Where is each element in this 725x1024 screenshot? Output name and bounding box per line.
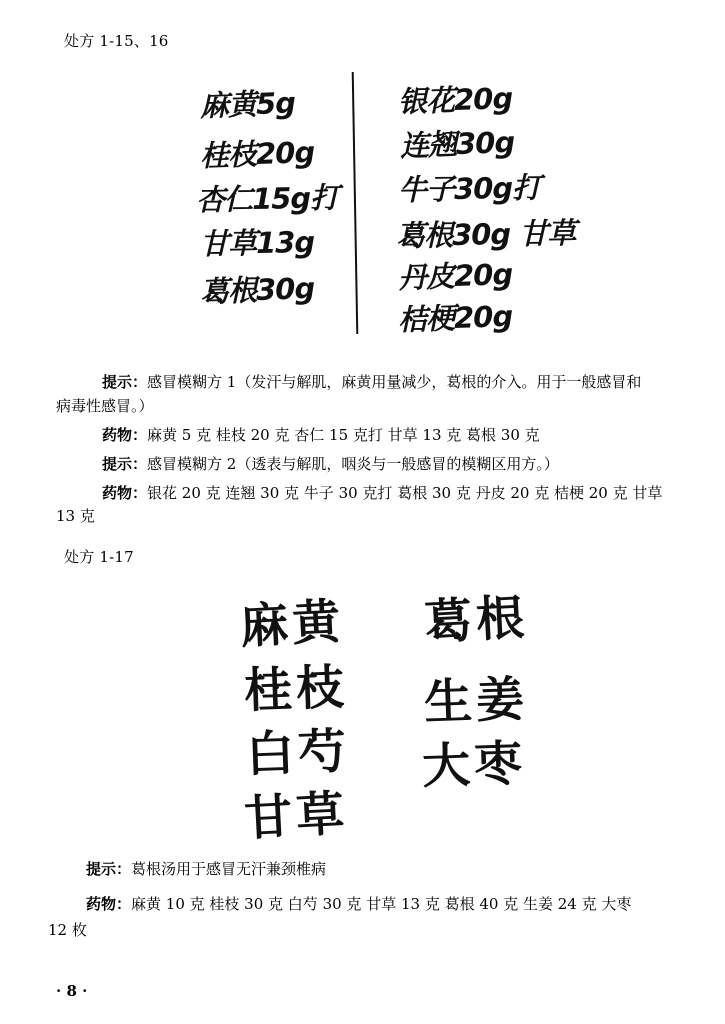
handwritten-line: 杏仁15g打 <box>195 180 339 217</box>
drugs-paragraph-continuation: 13 克 <box>56 507 95 525</box>
drugs-paragraph-continuation: 12 枚 <box>48 921 87 939</box>
handwritten-line: 麻黄5g <box>199 85 296 123</box>
handwritten-line: 桔梗20g <box>397 299 513 337</box>
handwritten-line: 丹皮20g <box>397 257 513 295</box>
drugs-text: 麻黄 10 克 桂枝 30 克 白芍 30 克 甘草 13 克 葛根 40 克 生姜 24 克 大枣 <box>131 895 632 913</box>
hint-text: 葛根汤用于感冒无汗兼颈椎病 <box>131 860 327 878</box>
hint-paragraph <box>102 371 682 393</box>
handwritten-line: 银花20g <box>397 81 513 119</box>
hint-text: 感冒模糊方 2（透表与解肌，咽炎与一般感冒的模糊区用方。） <box>147 455 559 473</box>
handwritten-line: 牛子30g打 <box>397 170 541 207</box>
drugs-label: 药物： <box>102 426 148 444</box>
hint-paragraph <box>102 453 682 475</box>
drugs-text: 银花 20 克 连翘 30 克 牛子 30 克打 葛根 30 克 丹皮 20 克 桔梗 20 克 甘草 <box>147 484 663 502</box>
drugs-label: 药物： <box>86 895 132 913</box>
hint-text: 感冒模糊方 1（发汗与解肌，麻黄用量减少，葛根的介入。用于一般感冒和 <box>147 373 642 391</box>
handwritten-line: 桂枝 <box>243 659 350 719</box>
vertical-divider <box>352 72 359 334</box>
drugs-paragraph <box>86 893 686 915</box>
hint-label: 提示： <box>86 860 132 878</box>
page-number: · 8 · <box>56 982 88 1000</box>
hint-label: 提示： <box>102 373 148 391</box>
drugs-text: 麻黄 5 克 桂枝 20 克 杏仁 15 克打 甘草 13 克 葛根 30 克 <box>147 426 540 444</box>
drugs-label: 药物： <box>102 484 148 502</box>
hint-label: 提示： <box>102 455 148 473</box>
hint-paragraph <box>86 858 666 880</box>
handwritten-line: 甘草13g <box>199 225 315 261</box>
drugs-paragraph <box>102 424 682 446</box>
handwritten-line: 葛根30g 甘草 <box>395 215 576 253</box>
handwritten-line: 生姜 <box>423 671 530 731</box>
handwritten-line: 甘草 <box>242 785 350 847</box>
handwritten-line: 连翘30g <box>399 125 515 163</box>
handwritten-line: 葛根 <box>422 589 530 651</box>
section-title: 处方 1-15、16 <box>64 32 169 50</box>
handwritten-line: 大枣 <box>421 735 528 795</box>
handwritten-line: 白芍 <box>245 723 352 783</box>
hint-paragraph-continuation: 病毒性感冒。） <box>56 397 154 415</box>
drugs-paragraph <box>102 482 692 504</box>
section-title: 处方 1-17 <box>64 548 134 566</box>
handwritten-line: 葛根30g <box>199 271 315 309</box>
handwritten-line: 桂枝20g <box>199 135 315 173</box>
handwritten-line: 麻黄 <box>238 593 346 655</box>
